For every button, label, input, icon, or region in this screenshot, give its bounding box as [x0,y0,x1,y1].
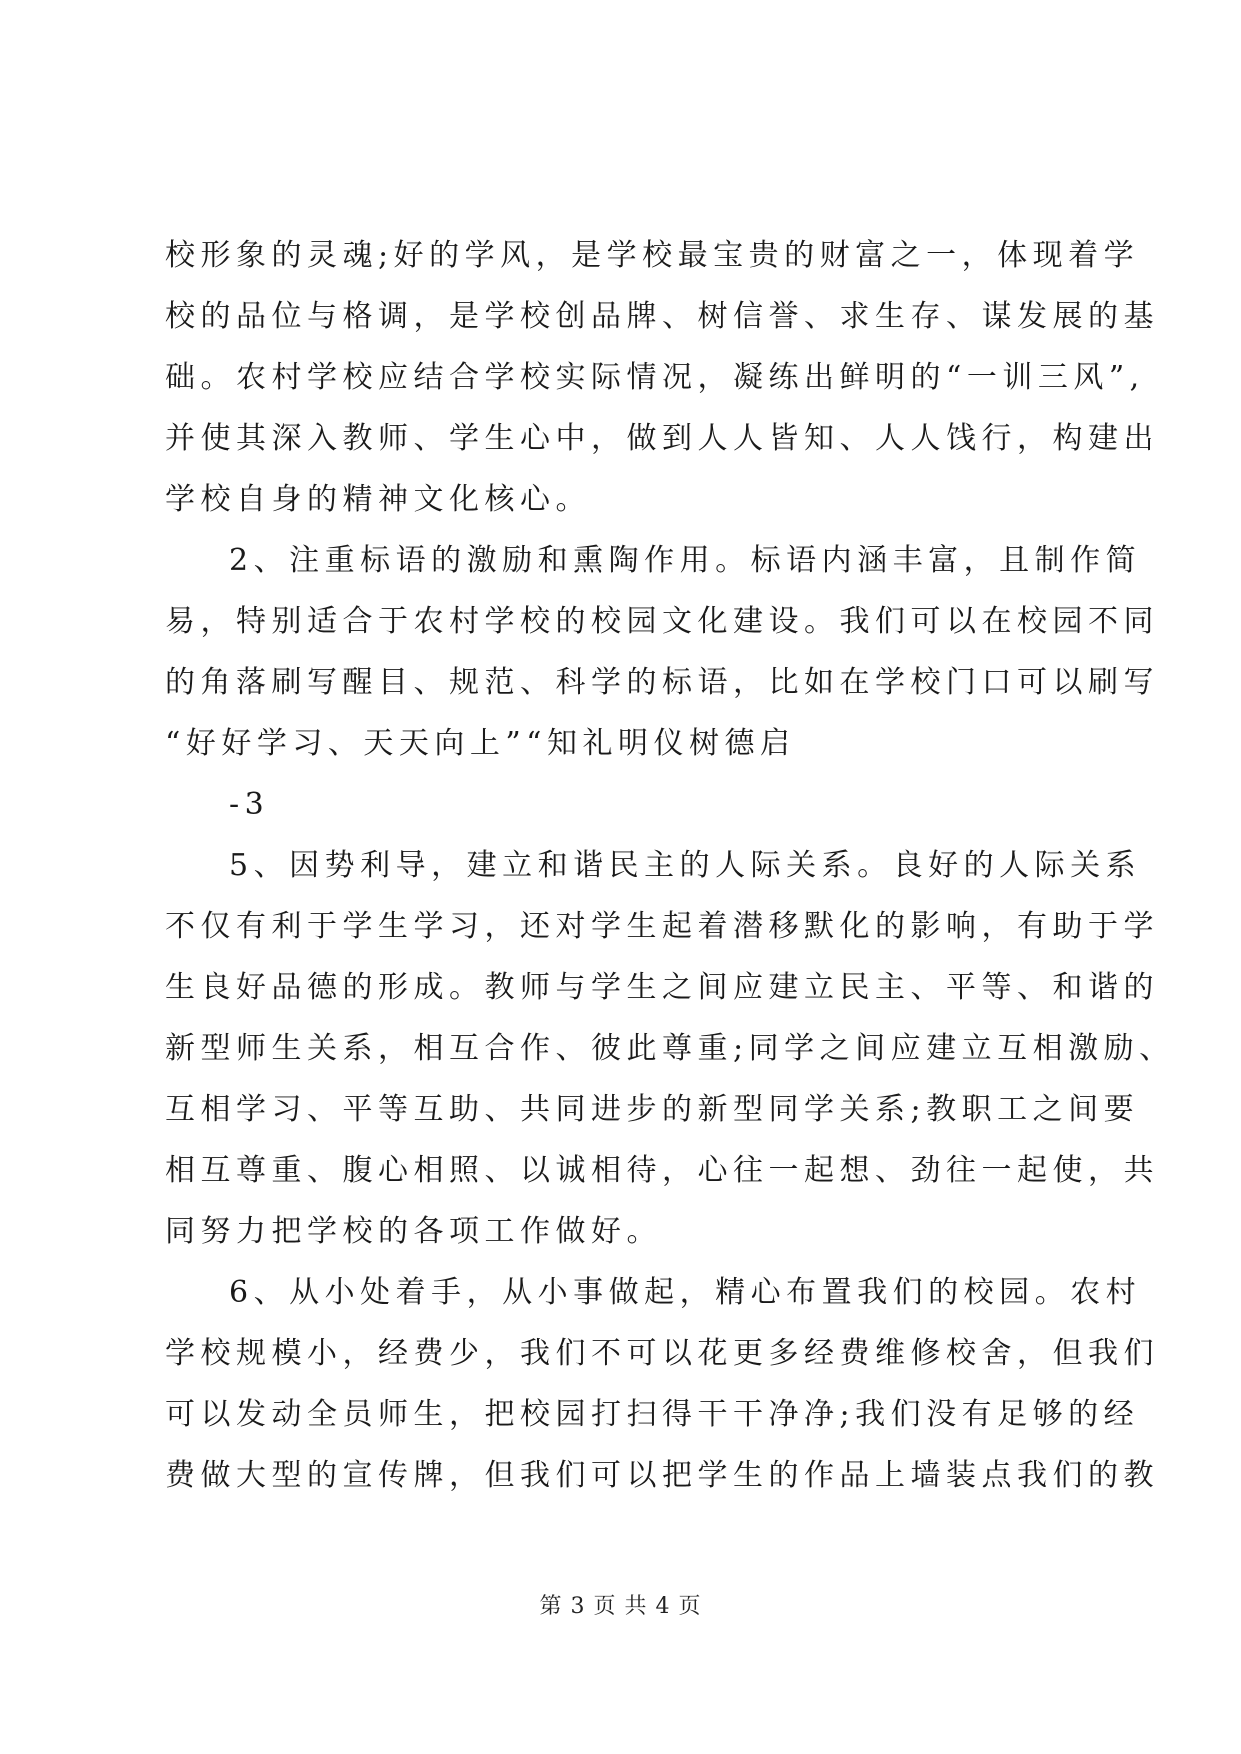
text-line: 校的品位与格调，是学校创品牌、树信誉、求生存、谋发展的基 [165,299,1159,334]
text-line: 费做大型的宣传牌，但我们可以把学生的作品上墙装点我们的教 [165,1458,1159,1493]
text-line: 互相学习、平等互助、共同进步的新型同学关系;教职工之间要 [165,1092,1140,1127]
paragraph-start-line: 5、因势利导，建立和谐民主的人际关系。良好的人际关系 [229,848,1142,883]
paragraph-start-line: 2、注重标语的激励和熏陶作用。标语内涵丰富，且制作简 [229,543,1142,578]
text-line: 学校自身的精神文化核心。 [165,482,591,517]
inline-page-marker: -3 [229,787,270,822]
text-line: 可以发动全员师生，把校园打扫得干干净净;我们没有足够的经 [165,1397,1140,1432]
page-number-footer: 第 3 页 共 4 页 [539,1594,702,1619]
text-line: 学校规模小，经费少，我们不可以花更多经费维修校舍，但我们 [165,1336,1159,1371]
text-line: 新型师生关系，相互合作、彼此尊重;同学之间应建立互相激励、 [165,1031,1175,1066]
paragraph-start-line: 6、从小处着手，从小事做起，精心布置我们的校园。农村 [229,1275,1142,1310]
text-line: 础。农村学校应结合学校实际情况，凝练出鲜明的“一训三风”, [165,360,1145,395]
text-line: 相互尊重、腹心相照、以诚相待，心往一起想、劲往一起使，共 [165,1153,1159,1188]
document-body [165,225,1175,1506]
text-line: 易，特别适合于农村学校的校园文化建设。我们可以在校园不同 [165,604,1159,639]
text-line: 生良好品德的形成。教师与学生之间应建立民主、平等、和谐的 [165,970,1159,1005]
text-line: 同努力把学校的各项工作做好。 [165,1214,662,1249]
text-line: 的角落刷写醒目、规范、科学的标语，比如在学校门口可以刷写 [165,665,1159,700]
text-line: 校形象的灵魂;好的学风，是学校最宝贵的财富之一，体现着学 [165,238,1140,273]
text-line: 不仅有利于学生学习，还对学生起着潜移默化的影响，有助于学 [165,909,1159,944]
text-line: 并使其深入教师、学生心中，做到人人皆知、人人饯行，构建出 [165,421,1159,456]
text-line: “好好学习、天天向上”“知礼明仪树德启 [165,726,796,761]
